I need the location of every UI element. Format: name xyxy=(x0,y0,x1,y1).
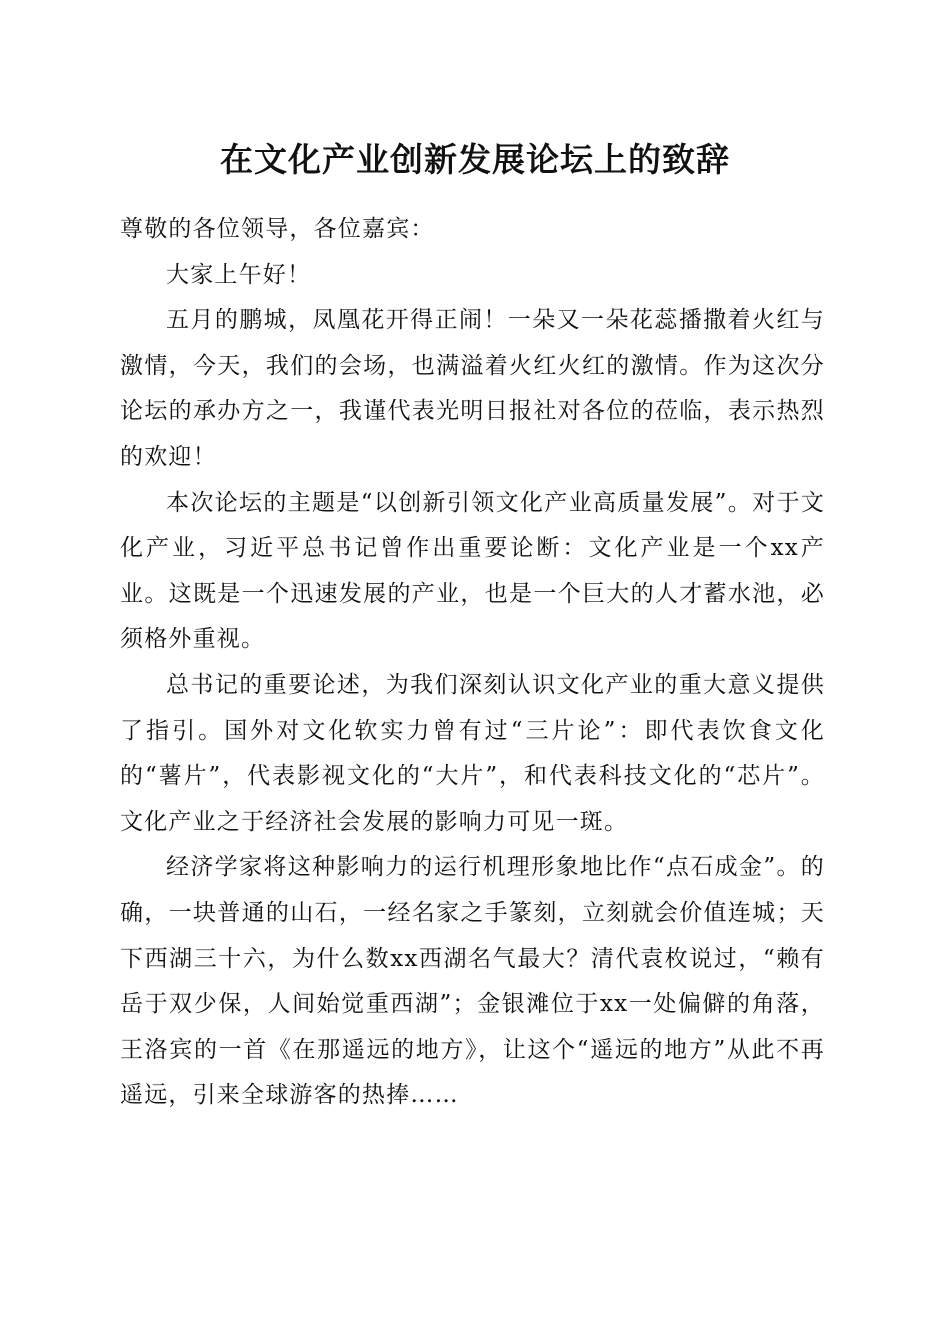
paragraph: 本次论坛的主题是“以创新引领文化产业高质量发展”。对于文化产业，习近平总书记曾作出重要论断：文化产业是一个xx产业。这既是一个迅速发展的产业，也是一个巨大的人才蓄水池，必须格外重视。 xyxy=(120,489,825,653)
salutation: 尊敬的各位领导，各位嘉宾： xyxy=(120,216,435,242)
paragraph: 总书记的重要论述，为我们深刻认识文化产业的重大意义提供了指引。国外对文化软实力曾有过“三片论”：即代表饮食文化的“薯片”，代表影视文化的“大片”，和代表科技文化的“芯片”。文化产业之于经济社会发展的影响力可见一斑。 xyxy=(120,671,825,835)
paragraph-greeting: 大家上午好！ xyxy=(166,261,312,288)
document-title: 在文化产业创新发展论坛上的致辞 xyxy=(220,140,730,179)
paragraph: 经济学家将这种影响力的运行机理形象地比作“点石成金”。的确，一块普通的山石，一经名家之手篆刻，立刻就会价值连城；天下西湖三十六，为什么数xx西湖名气最大？清代袁枚说过，“赖有岳于双少保，人间始觉重西湖”；金银滩位于xx一处偏僻的角落，王洛宾的一首《在那遥远的地方》，让这个“遥远的地方”从此不再遥远，引来全球游客的热捧…… xyxy=(120,854,825,1109)
paragraph: 五月的鹏城，凤凰花开得正闹！一朵又一朵花蕊播撒着火红与激情，今天，我们的会场，也满溢着火红火红的激情。作为这次分论坛的承办方之一，我谨代表光明日报社对各位的莅临，表示热烈的欢迎！ xyxy=(120,307,825,470)
document-body xyxy=(120,207,825,1119)
